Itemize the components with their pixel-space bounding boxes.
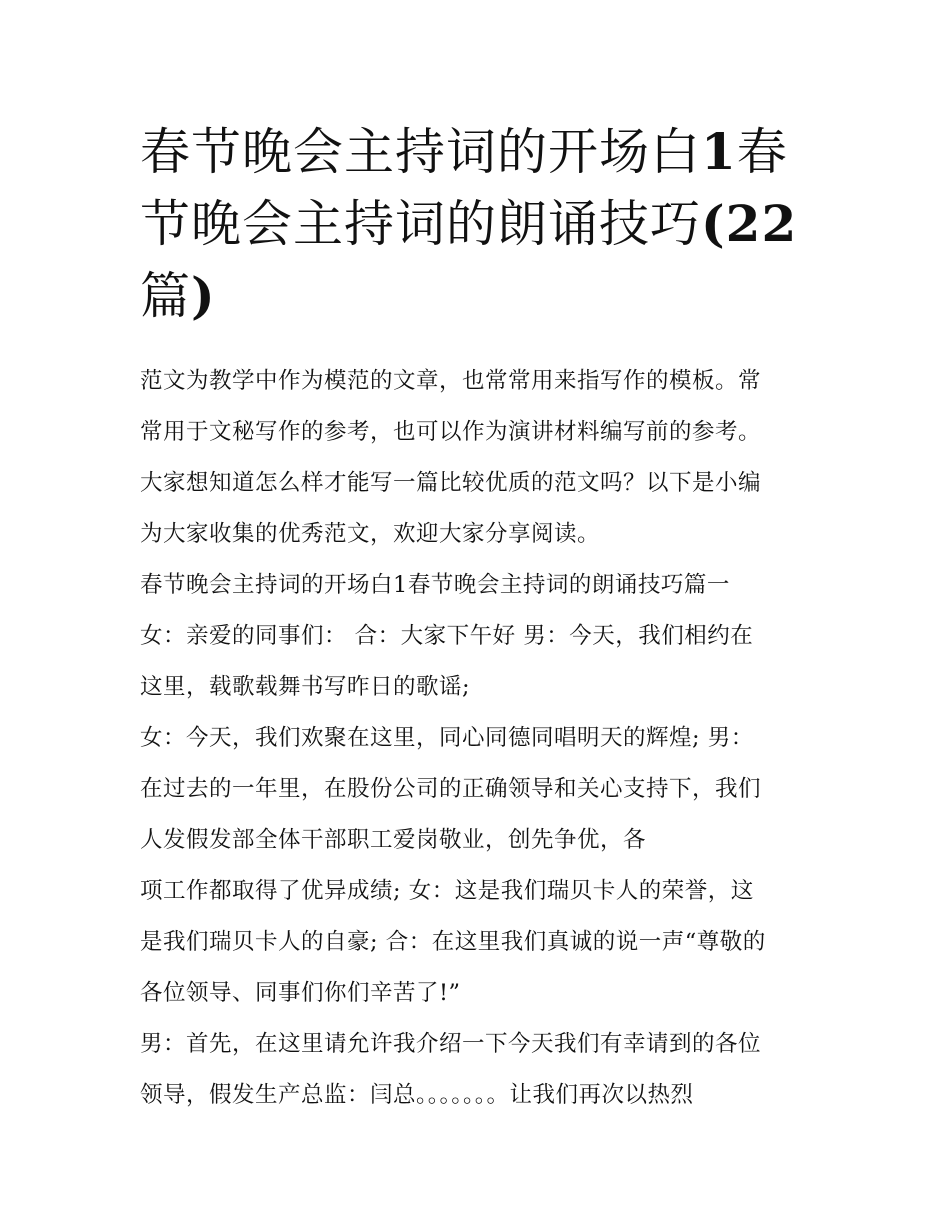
body-line: 男：首先，在这里请允许我介绍一下今天我们有幸请到的各位 [140, 1031, 762, 1057]
body-line: 女：今天，我们欢聚在这里，同心同德同唱明天的辉煌; 男： [140, 725, 754, 751]
body-line: 范文为教学中作为模范的文章，也常常用来指写作的模板。常 [140, 368, 762, 394]
body-line: 常用于文秘写作的参考，也可以作为演讲材料编写前的参考。 [140, 419, 762, 445]
body-line: 大家想知道怎么样才能写一篇比较优质的范文吗？以下是小编 [140, 470, 762, 496]
body-line: 女：亲爱的同事们： 合：大家下午好 男：今天，我们相约在 [140, 623, 754, 649]
body-line: 在过去的一年里，在股份公司的正确领导和关心支持下，我们 [140, 776, 762, 802]
body-line: 是我们瑞贝卡人的自豪; 合：在这里我们真诚的说一声“尊敬的 [140, 929, 766, 955]
document-body [140, 356, 820, 1121]
title-part-2: 春节晚会主持词的朗诵技巧 [140, 123, 788, 253]
body-line: 这里，载歌载舞书写昨日的歌谣; [140, 674, 471, 700]
title-part-3: 篇 [140, 267, 191, 325]
body-line: 人发假发部全体干部职工爱岗敬业，创先争优，各 [140, 827, 647, 853]
body-line: 各位领导、同事们你们辛苦了!” [140, 980, 461, 1006]
title-number-1: 1 [701, 122, 737, 181]
body-line: 为大家收集的优秀范文，欢迎大家分享阅读。 [140, 521, 601, 547]
title-close-paren: ) [191, 266, 216, 325]
title-count: (22 [701, 194, 798, 253]
document-title [140, 116, 800, 332]
title-part-1: 春节晚会主持词的开场白 [140, 123, 701, 181]
body-line: 春节晚会主持词的开场白1春节晚会主持词的朗诵技巧篇一 [140, 572, 730, 598]
body-line: 项工作都取得了优异成绩; 女：这是我们瑞贝卡人的荣誉，这 [140, 878, 754, 904]
body-line: 领导，假发生产总监：闫总。。。。。。。让我们再次以热烈 [140, 1082, 694, 1108]
